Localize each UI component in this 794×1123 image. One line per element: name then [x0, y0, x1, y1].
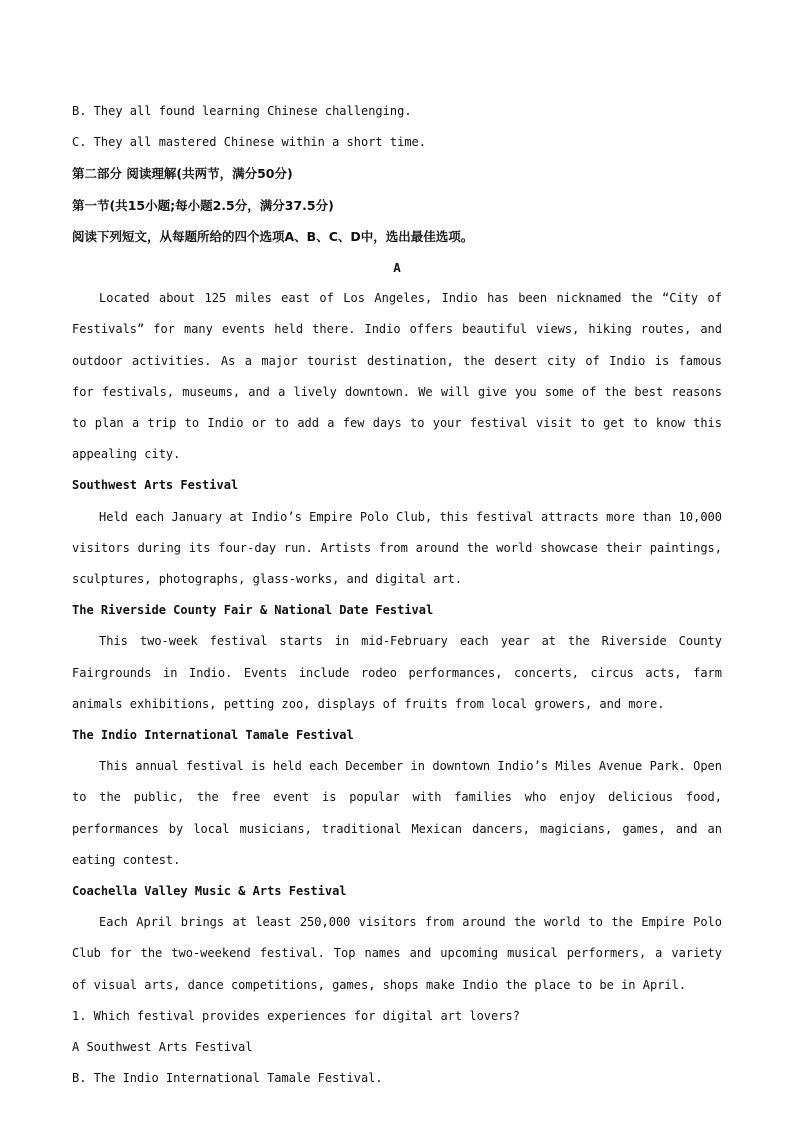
festival-heading-southwest-arts: Southwest Arts Festival [72, 478, 239, 493]
festival-heading-tamale: The Indio International Tamale Festival [72, 728, 354, 743]
previous-option-b: B. They all found learning Chinese challenging. [72, 104, 412, 118]
festival-paragraph-tamale: This annual festival is held each December in downtown Indio’s Miles Avenue Park. Open to the public, the free event is popular with families who enjoy delicious food, performances by local musicians, traditional Mexican dancers, magicians, games, and an eating contest. [72, 759, 722, 867]
passage-intro-paragraph: Located about 125 miles east of Los Angeles, Indio has been nicknamed the “City of Festivals” for many events held there. Indio offers beautiful views, hiking routes, and outdoor activities. As a major tourist destination, the desert city of Indio is famous for festivals, museums, and a lively downtown. We will give you some of the best reasons to plan a trip to Indio or to add a few days to your festival visit to get to know this appealing city. [72, 291, 722, 462]
festival-heading-riverside-county-fair: The Riverside County Fair & National Date Festival [72, 603, 434, 618]
previous-option-c: C. They all mastered Chinese within a short time. [72, 135, 427, 150]
festival-paragraph-coachella: Each April brings at least 250,000 visitors from around the world to the Empire Polo Club for the two-weekend festival. Top names and upcoming musical performers, a variety of visual arts, dance competitions, games, shops make Indio the place to be in April. [72, 915, 722, 992]
question-1-option-a: A Southwest Arts Festival [72, 1040, 253, 1055]
festival-paragraph-riverside-county-fair: This two-week festival starts in mid-February each year at the Riverside County Fairgrounds in Indio. Events include rodeo performances, concerts, circus acts, farm animals exhibitions, petting zoo, displays of fruits from local growers, and more. [72, 634, 722, 711]
section-heading: 第二部分 阅读理解(共两节，满分50分) [72, 166, 293, 182]
document-page [72, 96, 722, 1095]
question-1-stem: 1. Which festival provides experiences for digital art lovers? [72, 1008, 520, 1023]
festival-paragraph-southwest-arts: Held each January at Indio’s Empire Polo Club, this festival attracts more than 10,000 visitors during its four-day run. Artists from around the world showcase their paintings, sculptures, photographs, glass-works, and digital art. [72, 509, 722, 587]
festival-heading-coachella: Coachella Valley Music & Arts Festival [72, 884, 347, 899]
reading-instruction: 阅读下列短文，从每题所给的四个选项A、B、C、D中，选出最佳选项。 [72, 228, 474, 244]
subsection-heading: 第一节(共15小题;每小题2.5分，满分37.5分) [72, 197, 334, 213]
question-1-option-b: B. The Indio International Tamale Festival. [72, 1071, 383, 1086]
passage-label: A [393, 260, 401, 276]
